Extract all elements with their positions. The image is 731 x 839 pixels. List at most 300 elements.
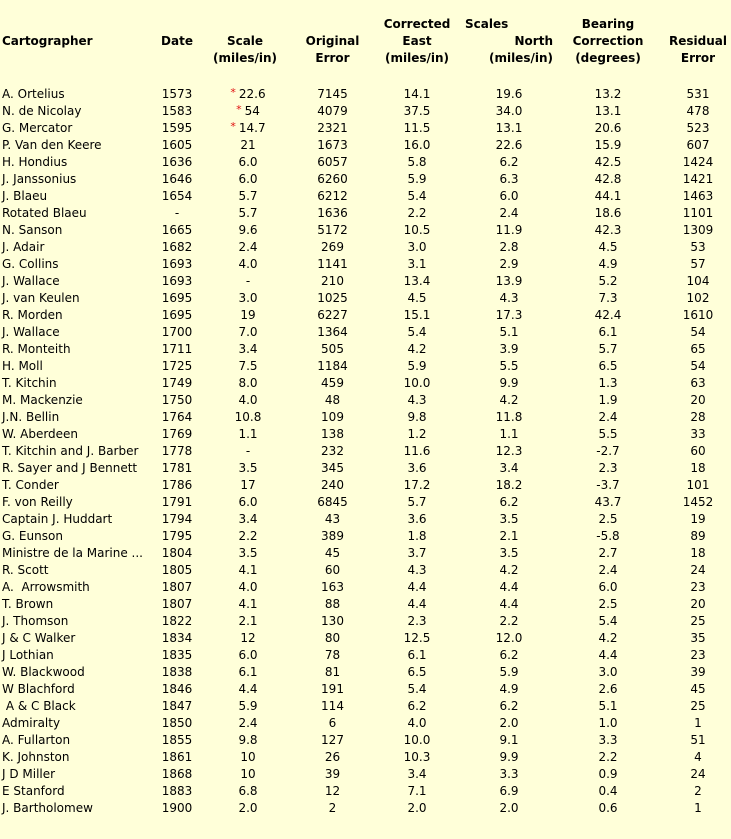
cell-cartographer [0,460,152,477]
cell-bearing-correction-value: 20.6 [594,121,622,135]
header-date [152,16,202,86]
cell-scale-value: 4.0 [238,393,258,407]
cell-original-error-value: 1025 [317,291,348,305]
table-row [0,494,731,511]
cell-residual-error-value: 478 [686,104,710,118]
cell-residual-error [655,664,731,681]
cell-scale-value: 6.0 [238,155,258,169]
cell-scale-value: - [245,274,251,288]
cell-corrected-east [377,698,457,715]
cell-bearing-correction-value: 5.2 [598,274,618,288]
cell-corrected-north [457,409,561,426]
cell-corrected-north-value: 2.4 [499,206,519,220]
cell-scale-value: 21 [240,138,256,152]
cell-date-value: 1711 [161,342,193,356]
cell-residual-error [655,477,731,494]
cell-cartographer [0,273,152,290]
cell-scale-value: 4.0 [238,257,258,271]
cell-date [152,120,202,137]
cell-corrected-east-value: 2.2 [407,206,427,220]
cell-residual-error-value: 523 [686,121,710,135]
table-row [0,120,731,137]
cell-residual-error [655,545,731,562]
cell-corrected-north [457,290,561,307]
cell-cartographer [0,715,152,732]
cell-residual-error [655,188,731,205]
cell-date [152,188,202,205]
cell-corrected-north [457,443,561,460]
cell-corrected-east-value: 5.9 [407,172,427,186]
cell-cartographer [0,562,152,579]
cell-scale-value: 12 [240,631,256,645]
cell-scale [202,681,288,698]
cell-corrected-east-value: 4.4 [407,580,427,594]
cell-residual-error-value: 54 [690,325,706,339]
cell-corrected-east-value: 3.1 [407,257,427,271]
cell-original-error [288,426,377,443]
cell-original-error-value: 1364 [317,325,348,339]
cell-residual-error-value: 24 [690,563,706,577]
cell-residual-error [655,766,731,783]
cell-corrected-north [457,664,561,681]
cell-date [152,511,202,528]
cell-cartographer-value: A. Arrowsmith [2,580,90,594]
cell-bearing-correction [561,647,655,664]
cell-cartographer [0,392,152,409]
table-row [0,528,731,545]
cell-residual-error [655,732,731,749]
cell-date [152,630,202,647]
cell-original-error [288,800,377,817]
table-row [0,290,731,307]
cell-original-error [288,596,377,613]
cell-corrected-east-value: 3.4 [407,767,427,781]
cell-cartographer [0,137,152,154]
cell-scale-value: 10 [240,767,256,781]
cell-cartographer [0,681,152,698]
cell-cartographer-value: Ministre de la Marine ... [2,546,143,560]
cell-scale [202,698,288,715]
cell-cartographer [0,698,152,715]
cell-corrected-north [457,239,561,256]
cell-scale [202,783,288,800]
cell-date [152,426,202,443]
cell-original-error-value: 6212 [317,189,348,203]
cell-corrected-north [457,681,561,698]
cell-date-value: 1846 [161,682,193,696]
cell-scale [202,460,288,477]
cell-original-error [288,579,377,596]
cell-corrected-north [457,273,561,290]
cell-original-error-value: 60 [324,563,341,577]
cell-corrected-east [377,664,457,681]
cell-corrected-east [377,324,457,341]
cell-corrected-east [377,681,457,698]
table-row [0,715,731,732]
cell-original-error-value: 459 [321,376,344,390]
cell-residual-error-value: 4 [694,750,702,764]
cell-residual-error [655,154,731,171]
cell-corrected-north-value: 9.9 [499,376,519,390]
cell-original-error [288,358,377,375]
cell-original-error [288,154,377,171]
cell-cartographer [0,171,152,188]
cell-bearing-correction-value: -5.8 [596,529,620,543]
cell-cartographer-value: A & C Black [2,699,76,713]
cell-scale-value: 5.7 [238,189,258,203]
cell-date [152,664,202,681]
cell-corrected-north-value: 4.9 [499,682,519,696]
cell-cartographer-value: Rotated Blaeu [2,206,87,220]
cell-corrected-east [377,222,457,239]
cell-scale-value: 2.4 [238,240,258,254]
table-row [0,579,731,596]
cell-cartographer [0,205,152,222]
cell-original-error-value: 6260 [317,172,348,186]
cell-corrected-east-value: 13.4 [403,274,431,288]
cell-residual-error [655,426,731,443]
cell-corrected-east-value: 9.8 [407,410,427,424]
cell-cartographer-value: G. Mercator [2,121,73,135]
cell-bearing-correction [561,460,655,477]
cell-cartographer [0,596,152,613]
cell-residual-error-value: 33 [690,427,706,441]
table-row [0,545,731,562]
cell-date-value: 1583 [161,104,193,118]
cell-date [152,596,202,613]
cell-corrected-north-value: 19.6 [495,87,523,101]
cell-cartographer [0,290,152,307]
cell-bearing-correction-value: 13.1 [594,104,622,118]
cell-date-value: 1750 [161,393,193,407]
cell-original-error-value: 130 [321,614,344,628]
cell-bearing-correction-value: 6.1 [598,325,618,339]
cell-bearing-correction-value: 3.3 [598,733,618,747]
cell-bearing-correction-value: 2.2 [598,750,618,764]
cell-bearing-correction [561,307,655,324]
cell-corrected-east-value: 10.3 [403,750,431,764]
cell-scale [202,443,288,460]
cell-corrected-east [377,409,457,426]
cell-cartographer [0,256,152,273]
table-row [0,154,731,171]
cell-bearing-correction [561,443,655,460]
cell-date-value: 1855 [161,733,193,747]
cell-original-error [288,290,377,307]
cell-date-value: 1834 [161,631,193,645]
cell-original-error [288,120,377,137]
cell-residual-error [655,698,731,715]
cell-corrected-north [457,375,561,392]
cell-corrected-north-value: 6.9 [499,784,519,798]
table-row [0,613,731,630]
cell-residual-error-value: 1421 [682,172,714,186]
cell-corrected-north-value: 11.8 [495,410,523,424]
cell-corrected-east-value: 11.5 [403,121,431,135]
cell-cartographer [0,307,152,324]
cell-residual-error-value: 65 [690,342,706,356]
cell-original-error [288,562,377,579]
cell-residual-error-value: 25 [690,614,706,628]
cell-corrected-north [457,188,561,205]
cell-corrected-north-value: 2.9 [499,257,519,271]
cell-scale-value: 22.6 [238,87,266,101]
cell-bearing-correction [561,426,655,443]
cell-original-error [288,664,377,681]
cell-scale [202,273,288,290]
cell-date-value: 1786 [161,478,193,492]
table-row [0,273,731,290]
cell-bearing-correction [561,324,655,341]
cell-date-value: - [174,206,180,220]
cell-cartographer [0,613,152,630]
cell-bearing-correction [561,528,655,545]
cell-bearing-correction-value: 42.3 [594,223,622,237]
cell-cartographer-value: M. Mackenzie [2,393,83,407]
cell-corrected-north [457,477,561,494]
cell-cartographer [0,647,152,664]
cell-bearing-correction [561,205,655,222]
cell-bearing-correction [561,613,655,630]
cell-cartographer [0,103,152,120]
table-row [0,732,731,749]
cell-corrected-north-value: 2.0 [499,801,519,815]
cell-corrected-east [377,732,457,749]
table-row [0,341,731,358]
cell-corrected-east [377,120,457,137]
cell-corrected-east [377,273,457,290]
flag-asterisk: * [230,86,236,99]
cell-date [152,290,202,307]
table-row [0,800,731,817]
cell-residual-error [655,579,731,596]
cell-corrected-east [377,256,457,273]
cell-scale-value: 6.0 [238,172,258,186]
cell-residual-error-value: 57 [690,257,706,271]
cell-original-error-value: 88 [324,597,341,611]
cell-original-error-value: 4079 [317,104,348,118]
cell-corrected-north [457,545,561,562]
cell-date-value: 1646 [161,172,193,186]
cell-residual-error-value: 53 [690,240,706,254]
cell-cartographer [0,188,152,205]
cell-corrected-east [377,579,457,596]
cell-residual-error-value: 45 [690,682,706,696]
table-row [0,443,731,460]
cell-date [152,613,202,630]
cell-corrected-east [377,630,457,647]
cell-date-value: 1573 [161,87,193,101]
cell-original-error-value: 7145 [317,87,348,101]
cell-residual-error [655,103,731,120]
cell-residual-error-value: 23 [690,648,706,662]
cell-corrected-north [457,579,561,596]
cell-scale-value: 3.5 [238,546,258,560]
cell-date [152,460,202,477]
cell-original-error [288,137,377,154]
cell-corrected-north [457,222,561,239]
cell-corrected-north [457,766,561,783]
cell-date [152,732,202,749]
cell-corrected-east-value: 10.0 [403,376,431,390]
cell-corrected-east [377,477,457,494]
cell-corrected-north-value: 1.1 [499,427,519,441]
cell-corrected-east [377,783,457,800]
cell-corrected-north-value: 3.4 [499,461,519,475]
cell-date-value: 1695 [161,308,193,322]
cell-bearing-correction-value: -2.7 [596,444,620,458]
cell-cartographer-value: J. Blaeu [2,189,48,203]
cell-residual-error-value: 89 [690,529,706,543]
header-date-label: Date [161,34,193,48]
cell-corrected-east [377,511,457,528]
cell-scale [202,324,288,341]
cell-scale [202,86,288,103]
cell-original-error [288,409,377,426]
cell-date-value: 1654 [161,189,193,203]
cell-date [152,562,202,579]
cell-date [152,545,202,562]
cell-residual-error-value: 607 [686,138,710,152]
cell-scale [202,664,288,681]
cell-date [152,307,202,324]
header-residual-line1: Residual [669,34,727,48]
cell-cartographer [0,358,152,375]
cell-cartographer-value: Captain J. Huddart [2,512,113,526]
cell-scale [202,120,288,137]
cell-bearing-correction [561,375,655,392]
cell-corrected-north [457,511,561,528]
cell-original-error-value: 109 [321,410,344,424]
cell-scale [202,375,288,392]
cell-scale [202,528,288,545]
cell-cartographer-value: H. Moll [2,359,43,373]
cell-cartographer [0,630,152,647]
cell-scale [202,154,288,171]
cell-corrected-east-value: 37.5 [403,104,431,118]
cell-corrected-east [377,392,457,409]
cell-bearing-correction-value: 18.6 [594,206,622,220]
cell-date [152,341,202,358]
cell-scale [202,290,288,307]
cell-cartographer-value: H. Hondius [2,155,68,169]
cell-corrected-north [457,732,561,749]
cell-corrected-north [457,596,561,613]
table-row [0,256,731,273]
cell-original-error-value: 269 [321,240,344,254]
cell-original-error [288,477,377,494]
cell-original-error [288,783,377,800]
cell-date-value: 1781 [161,461,193,475]
cell-date [152,409,202,426]
cell-original-error-value: 45 [324,546,341,560]
table-row [0,562,731,579]
cell-original-error-value: 81 [324,665,341,679]
cell-scale [202,766,288,783]
cell-corrected-north-value: 2.0 [499,716,519,730]
cell-scale-value: 7.5 [238,359,258,373]
cell-date [152,783,202,800]
cell-cartographer-value: F. von Reilly [2,495,73,509]
cell-bearing-correction-value: 3.0 [598,665,618,679]
cell-residual-error [655,256,731,273]
cell-residual-error-value: 39 [690,665,706,679]
cell-residual-error [655,392,731,409]
cell-date [152,800,202,817]
cell-corrected-north [457,494,561,511]
cell-corrected-north-value: 5.1 [499,325,519,339]
cell-corrected-east-value: 4.0 [407,716,427,730]
cell-corrected-east-value: 15.1 [403,308,431,322]
cell-bearing-correction-value: 44.1 [594,189,622,203]
cell-scale-value: 4.0 [238,580,258,594]
cell-original-error [288,698,377,715]
cell-corrected-east [377,205,457,222]
cell-scale-value: 17 [240,478,256,492]
cell-scale [202,188,288,205]
cell-scale-value: 3.0 [238,291,258,305]
cell-cartographer-value: Admiralty [2,716,61,730]
cell-corrected-east-value: 1.2 [407,427,427,441]
cell-cartographer-value: J. Adair [2,240,45,254]
cell-scale-value: 6.1 [238,665,258,679]
cell-date-value: 1847 [161,699,193,713]
cell-bearing-correction [561,188,655,205]
cell-residual-error [655,562,731,579]
cell-scale [202,511,288,528]
cell-scale-value: 4.1 [238,563,258,577]
cell-cartographer [0,443,152,460]
cell-date-value: 1595 [161,121,193,135]
cell-corrected-east [377,443,457,460]
cell-date [152,647,202,664]
cell-corrected-north [457,341,561,358]
cell-bearing-correction [561,409,655,426]
cell-scale-value: 6.0 [238,648,258,662]
cell-date [152,494,202,511]
cell-cartographer-value: W Blachford [2,682,75,696]
cell-original-error-value: 80 [324,631,341,645]
cell-cartographer-value: J. Janssonius [2,172,77,186]
cell-scale-value: 1.1 [238,427,258,441]
cell-bearing-correction [561,664,655,681]
cell-scale [202,647,288,664]
cell-corrected-east [377,800,457,817]
cell-residual-error-value: 1452 [682,495,714,509]
cell-residual-error-value: 1101 [682,206,714,220]
cell-original-error-value: 240 [321,478,344,492]
cell-cartographer-value: A. Fullarton [2,733,71,747]
table-row [0,596,731,613]
cell-scale-value: 54 [244,104,260,118]
cell-residual-error [655,647,731,664]
cell-corrected-north-value: 6.2 [499,648,519,662]
cell-scale [202,749,288,766]
cell-corrected-north-value: 6.0 [499,189,519,203]
cell-cartographer-value: W. Blackwood [2,665,85,679]
cell-scale-value: 2.2 [238,529,258,543]
cell-corrected-east [377,715,457,732]
cell-cartographer [0,341,152,358]
cell-scale-value: 5.7 [238,206,258,220]
cell-bearing-correction-value: 6.0 [598,580,618,594]
cell-scale [202,392,288,409]
cell-date [152,579,202,596]
cell-corrected-east [377,137,457,154]
header-bearing-line3: (degrees) [575,51,641,65]
cell-corrected-north [457,307,561,324]
cell-residual-error [655,783,731,800]
